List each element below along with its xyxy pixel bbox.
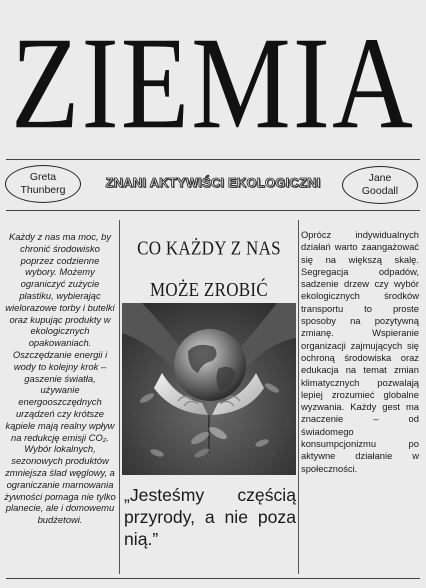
name-oval-right <box>342 166 418 204</box>
right-name-last: Goodall <box>361 185 399 197</box>
section-rule <box>6 210 420 211</box>
right-name-first: Jane <box>368 172 392 184</box>
left-column-text: Każdy z nas ma moc, by chronić środowisko poprzez codzienne wybory. Możemy ograniczyć zużycie plastiku, wybierając wielorazowe torby i butelki oraz kupując produkty w ekologicznych opakowaniach. Oszczędzanie energii i wody to kolejny krok – gaszenie światła, używanie energooszczędnych urządzeń czy krótsze kąpiele mają realny wpływ na redukcję emisji CO₂. Wybór lokalnych, sezonowych produktów zmniejsza ślad węglowy, a ograniczanie marnowania żywności pomaga nie tylko planecie, ale i domowemu budżetowi. <box>4 231 116 526</box>
center-heading: CO KAŻDY Z NAS MOŻE ZROBIĆ <box>137 237 281 301</box>
left-name-first: Greta <box>29 171 57 183</box>
top-rule <box>6 159 420 160</box>
right-column-text: Oprócz indywidualnych działań warto zaangażować się na większą skalę. Segregacja odpadów, sadzenie drzew czy wybór ekologicznych środków transportu to proste sposoby na pozytywną zmianę. Wspieranie organizacji zajmujących się ochroną środowiska oraz edukacja na temat zmian klimatycznych pozwalają lepiej zrozumieć globalne wyzwania. Każdy gest ma znaczenie – od świadomego konsumpcjonizmu po aktywne działanie w społeczności. <box>301 229 419 474</box>
subtitle-banner: ZNANI AKTYWIŚCI EKOLOGICZNI <box>105 175 321 190</box>
center-quote: „Jesteśmy częścią przyrody, a nie poza nią.” <box>124 485 296 549</box>
hands-holding-globe-photo <box>122 303 296 475</box>
bottom-rule <box>6 578 420 579</box>
name-oval-left <box>5 165 81 203</box>
column-divider-left <box>119 220 120 574</box>
column-divider-right <box>298 220 299 574</box>
masthead-title: ZIEMIA <box>11 10 415 157</box>
left-name-last: Thunberg <box>20 184 66 196</box>
